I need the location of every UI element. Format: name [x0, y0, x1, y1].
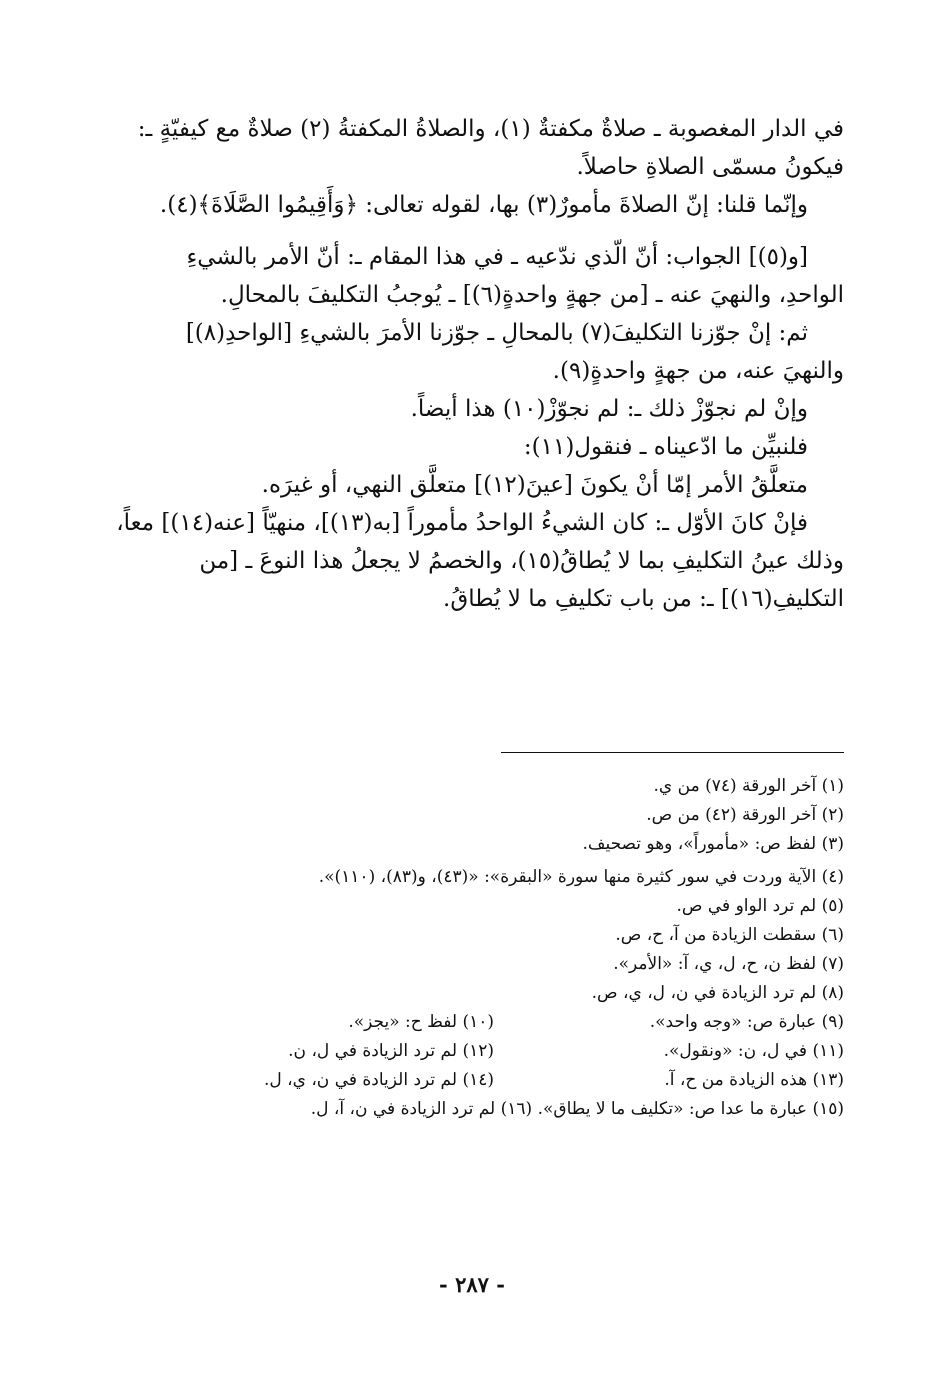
footnote: (١٤) لم ترد الزيادة في ن، ي، ل.	[263, 1070, 494, 1090]
page-number: - ٢٨٧ -	[439, 1272, 505, 1297]
footnote-separator	[501, 752, 844, 753]
footnote: (٣) لفظ ص: «مأموراً»، وهو تصحيف.	[582, 834, 844, 854]
footnote: (٩) عبارة ص: «وجه واحد».	[649, 1012, 844, 1032]
footnote: (١) آخر الورقة (٧٤) من ي.	[653, 776, 844, 796]
text-line: وإنْ لم نجوّزْ ذلك ـ: لم نجوّزْ(١٠) هذا أيضاً.	[410, 396, 808, 422]
footnote: (١١) في ل، ن: «ونقول».	[663, 1041, 844, 1061]
main-text	[116, 110, 844, 618]
text-line: وذلك عينُ التكليفِ بما لا يُطاقُ(١٥)، والخصمُ لا يجعلُ هذا النوعَ ـ [من	[199, 548, 844, 574]
text-line: متعلَّقُ الأمر إمّا أنْ يكونَ [عينَ(١٢)] متعلَّق النهي، أو غيرَه.	[261, 472, 808, 498]
footnote-row	[144, 1037, 844, 1066]
footnote: (٦) سقطت الزيادة من آ، ح، ص.	[615, 925, 844, 945]
text-line: [و(٥)] الجواب: أنّ الّذي ندّعيه ـ في هذا المقام ـ: أنّ الأمر بالشيءِ	[186, 244, 808, 270]
text-line: وإنّما قلنا: إنّ الصلاةَ مأمورٌ(٣) بها، لقوله تعالى: ﴿وَأَقِيمُوا الصَّلَاةَ﴾(٤).	[159, 192, 808, 218]
footnote: (٤) الآية وردت في سور كثيرة منها سورة «البقرة»: «(٤٣)، و(٨٣)، (١١٠)».	[318, 867, 844, 887]
footnote: (٨) لم ترد الزيادة في ن، ل، ي، ص.	[591, 983, 844, 1003]
footnote: (١٣) هذه الزيادة من ح، آ.	[664, 1070, 844, 1090]
text-line: فلنبيِّن ما ادّعيناه ـ فنقول(١١):	[523, 434, 808, 460]
footnote: (١٠) لفظ ح: «يجز».	[348, 1012, 494, 1032]
text-line: التكليفِ(١٦)] ـ: من باب تكليفِ ما لا يُطاقُ.	[443, 586, 844, 612]
text-line: ثم: إنْ جوّزنا التكليفَ(٧) بالمحالِ ـ جوّزنا الأمرَ بالشيءِ [الواحدِ(٨)]	[185, 320, 808, 346]
text-line: الواحدِ، والنهيَ عنه ـ [من جهةٍ واحدةٍ(٦)] ـ يُوجبُ التكليفَ بالمحالِ.	[220, 282, 844, 308]
text-line: والنهيَ عنه، من جهةٍ واحدةٍ(٩).	[552, 358, 844, 384]
footnotes	[144, 772, 844, 1124]
text-line: في الدار المغصوبة ـ صلاةٌ مكفتةٌ (١)، والصلاةُ المكفتةُ (٢) صلاةٌ مع كيفيّةٍ ـ:	[137, 116, 844, 142]
footnote-row	[144, 1008, 844, 1037]
footnote: (١٥) عبارة ما عدا ص: «تكليف ما لا يطاق». (١٦) لم ترد الزيادة في ن، آ، ل.	[310, 1099, 844, 1119]
footnote: (٥) لم ترد الواو في ص.	[676, 896, 844, 916]
footnote-row	[144, 1066, 844, 1095]
footnote: (٢) آخر الورقة (٤٢) من ص.	[646, 805, 844, 825]
footnote: (١٢) لم ترد الزيادة في ل، ن.	[288, 1041, 494, 1061]
footnote: (٧) لفظ ن، ح، ل، ي، آ: «الأمر».	[613, 954, 844, 974]
text-line: فيكونُ مسمّى الصلاةِ حاصلاً.	[576, 154, 844, 180]
text-line: فإنْ كانَ الأوّل ـ: كان الشيءُ الواحدُ مأموراً [به(١٣)]، منهيّاً [عنه(١٤)] معاً،	[116, 510, 808, 536]
